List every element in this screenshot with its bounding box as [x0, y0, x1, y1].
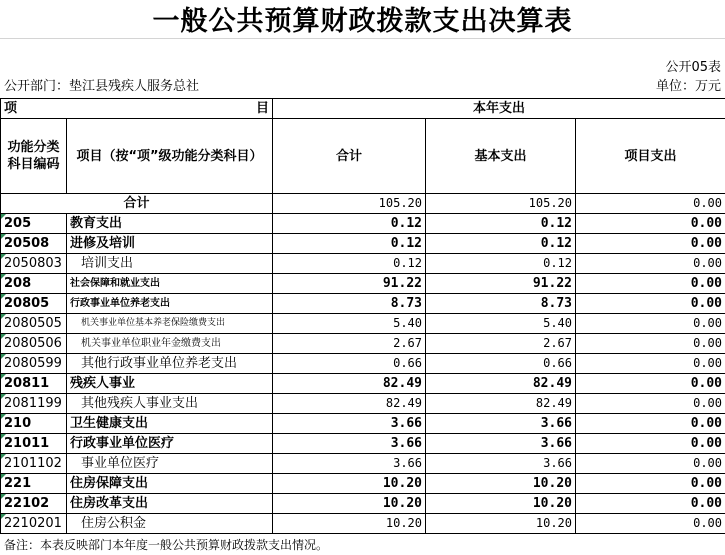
row-name: 住房公积金 [67, 514, 273, 534]
row-code: 21011 [1, 434, 67, 454]
footnote: 备注：本表反映部门本年度一般公共预算财政拨款支出情况。 [4, 538, 329, 552]
row-basic: 2.67 [426, 334, 576, 354]
table-row [1, 274, 725, 294]
row-project: 0.00 [576, 354, 725, 374]
row-total: 3.66 [273, 434, 426, 454]
row-project: 0.00 [576, 274, 725, 294]
row-code: 20805 [1, 294, 67, 314]
row-total: 0.66 [273, 354, 426, 374]
row-name: 社会保障和就业支出 [67, 274, 273, 294]
row-total: 91.22 [273, 274, 426, 294]
row-total: 0.12 [273, 254, 426, 274]
row-code: 221 [1, 474, 67, 494]
row-project: 0.00 [576, 294, 725, 314]
row-name: 行政事业单位医疗 [67, 434, 273, 454]
total-row-total: 105.20 [273, 194, 426, 214]
basic-column-header: 基本支出 [426, 119, 576, 194]
row-code: 2080505 [1, 314, 67, 334]
table-row [1, 234, 725, 254]
row-code: 2210201 [1, 514, 67, 534]
table-row [1, 374, 725, 394]
row-total: 10.20 [273, 514, 426, 534]
item-header-right: 目 [255, 101, 269, 116]
row-project: 0.00 [576, 254, 725, 274]
row-basic: 8.73 [426, 294, 576, 314]
item-header [1, 99, 273, 119]
row-code: 2080599 [1, 354, 67, 374]
row-total: 2.67 [273, 334, 426, 354]
row-name: 教育支出 [67, 214, 273, 234]
table-row [1, 434, 725, 454]
row-code: 2080506 [1, 334, 67, 354]
row-total: 5.40 [273, 314, 426, 334]
row-total: 8.73 [273, 294, 426, 314]
row-project: 0.00 [576, 414, 725, 434]
row-basic: 10.20 [426, 494, 576, 514]
row-code: 205 [1, 214, 67, 234]
name-column-header: 项目（按“项”级功能分类科目） [67, 119, 273, 194]
table-row [1, 334, 725, 354]
row-basic: 82.49 [426, 394, 576, 414]
row-name: 其他残疾人事业支出 [67, 394, 273, 414]
row-basic: 0.12 [426, 214, 576, 234]
row-basic: 3.66 [426, 434, 576, 454]
table-row [1, 354, 725, 374]
row-project: 0.00 [576, 234, 725, 254]
row-project: 0.00 [576, 394, 725, 414]
row-project: 0.00 [576, 334, 725, 354]
row-basic: 0.12 [426, 254, 576, 274]
row-total: 10.20 [273, 474, 426, 494]
row-code: 208 [1, 274, 67, 294]
row-project: 0.00 [576, 214, 725, 234]
table-row [1, 394, 725, 414]
table-row [1, 474, 725, 494]
row-project: 0.00 [576, 314, 725, 334]
row-basic: 82.49 [426, 374, 576, 394]
table-row [1, 514, 725, 534]
department-label: 公开部门：垫江县残疾人服务总社 [4, 79, 200, 94]
row-code: 2081199 [1, 394, 67, 414]
row-basic: 0.66 [426, 354, 576, 374]
item-header-left: 项 [4, 101, 18, 116]
row-name: 住房改革支出 [67, 494, 273, 514]
row-code: 2050803 [1, 254, 67, 274]
row-total: 3.66 [273, 454, 426, 474]
total-row-project: 0.00 [576, 194, 725, 214]
current-year-header: 本年支出 [273, 99, 725, 119]
row-project: 0.00 [576, 454, 725, 474]
row-basic: 91.22 [426, 274, 576, 294]
row-total: 10.20 [273, 494, 426, 514]
row-name: 其他行政事业单位养老支出 [67, 354, 273, 374]
table-row [1, 454, 725, 474]
project-column-header: 项目支出 [576, 119, 725, 194]
row-name: 进修及培训 [67, 234, 273, 254]
unit-label: 单位：万元 [655, 79, 721, 94]
row-name: 残疾人事业 [67, 374, 273, 394]
row-code: 210 [1, 414, 67, 434]
row-name: 机关事业单位基本养老保险缴费支出 [67, 314, 273, 334]
row-total: 82.49 [273, 374, 426, 394]
total-row-basic: 105.20 [426, 194, 576, 214]
row-name: 培训支出 [67, 254, 273, 274]
table-row [1, 214, 725, 234]
row-project: 0.00 [576, 374, 725, 394]
table-row [1, 414, 725, 434]
row-code: 2101102 [1, 454, 67, 474]
total-row-label: 合计 [1, 194, 273, 214]
row-basic: 10.20 [426, 474, 576, 494]
row-project: 0.00 [576, 434, 725, 454]
row-name: 住房保障支出 [67, 474, 273, 494]
row-name: 事业单位医疗 [67, 454, 273, 474]
table-row [1, 314, 725, 334]
row-basic: 3.66 [426, 414, 576, 434]
row-total: 0.12 [273, 214, 426, 234]
total-row [1, 194, 725, 214]
row-project: 0.00 [576, 494, 725, 514]
report-title: 一般公共预算财政拨款支出决算表 [152, 6, 573, 37]
row-name: 机关事业单位职业年金缴费支出 [67, 334, 273, 354]
row-total: 3.66 [273, 414, 426, 434]
row-name: 行政事业单位养老支出 [67, 294, 273, 314]
table-row [1, 254, 725, 274]
code-column-header: 功能分类科目编码 [1, 119, 67, 194]
form-code: 公开05表 [665, 60, 721, 75]
row-project: 0.00 [576, 474, 725, 494]
row-total: 82.49 [273, 394, 426, 414]
row-code: 20811 [1, 374, 67, 394]
blank-grid-row [0, 38, 725, 59]
row-basic: 0.12 [426, 234, 576, 254]
row-code: 20508 [1, 234, 67, 254]
row-basic: 5.40 [426, 314, 576, 334]
row-code: 22102 [1, 494, 67, 514]
row-basic: 3.66 [426, 454, 576, 474]
table-row [1, 494, 725, 514]
table-row [1, 294, 725, 314]
row-name: 卫生健康支出 [67, 414, 273, 434]
row-total: 0.12 [273, 234, 426, 254]
expenditure-table [0, 98, 725, 534]
total-column-header: 合计 [273, 119, 426, 194]
row-basic: 10.20 [426, 514, 576, 534]
row-project: 0.00 [576, 514, 725, 534]
